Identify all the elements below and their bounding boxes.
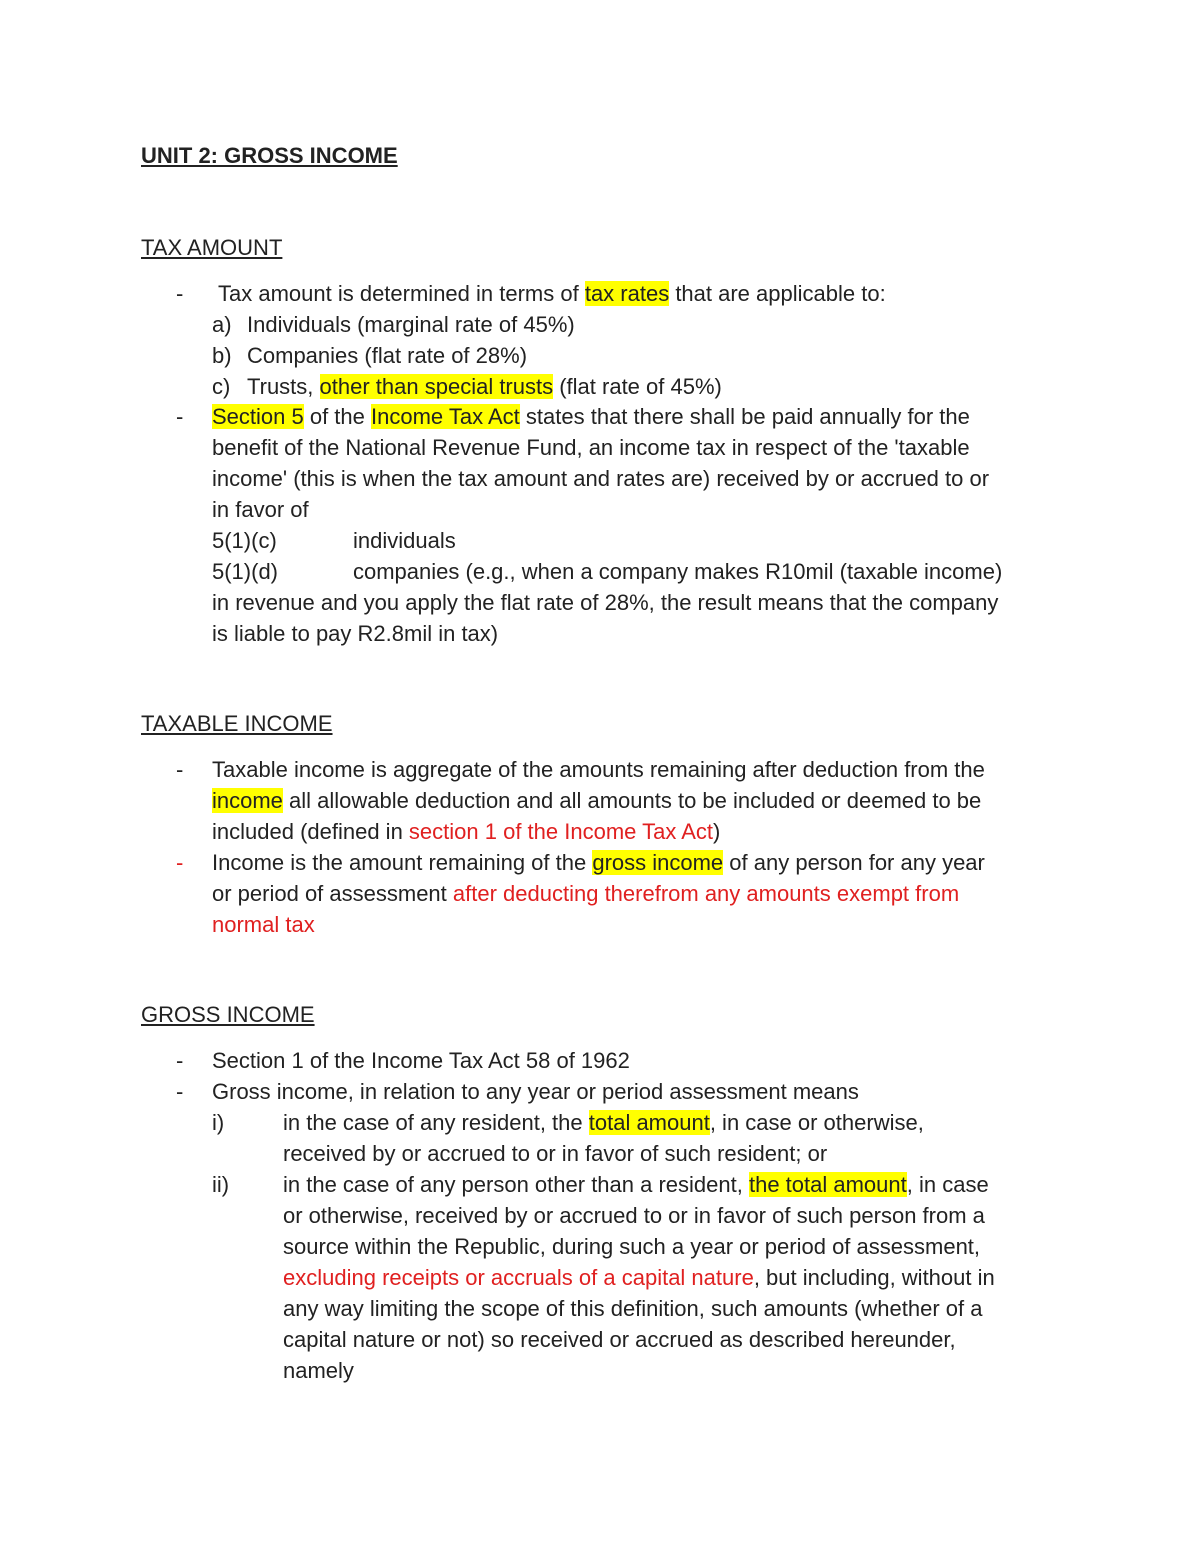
bullet-dash: -: [176, 1079, 184, 1104]
paragraph-line: included (defined in section 1 of the Income Tax Act): [212, 819, 721, 844]
list-label-c: c): [212, 374, 231, 399]
paragraph-line: in revenue and you apply the flat rate of 28%, the result means that the company: [212, 590, 999, 615]
paragraph-line: benefit of the National Revenue Fund, an income tax in respect of the 'taxable: [212, 435, 970, 460]
paragraph-line: is liable to pay R2.8mil in tax): [212, 621, 499, 646]
paragraph-line: in the case of any person other than a resident, the total amount, in case: [283, 1172, 989, 1197]
paragraph-line: or otherwise, received by or accrued to or in favor of such person from a: [283, 1203, 985, 1228]
paragraph-line: normal tax: [212, 912, 315, 937]
list-item-trusts: Trusts, other than special trusts (flat rate of 45%): [247, 374, 722, 399]
paragraph-line: or period of assessment after deducting therefrom any amounts exempt from: [212, 881, 960, 906]
paragraph-line: any way limiting the scope of this definition, such amounts (whether of a: [283, 1296, 983, 1321]
section-code-description: companies (e.g., when a company makes R10mil (taxable income): [353, 559, 1003, 584]
section-code: 5(1)(c): [212, 528, 277, 553]
bullet-dash: -: [176, 757, 184, 782]
paragraph-line: excluding receipts or accruals of a capital nature, but including, without in: [283, 1265, 995, 1290]
bullet-tax-amount-text: Tax amount is determined in terms of tax rates that are applicable to:: [218, 281, 886, 306]
page-title: UNIT 2: GROSS INCOME: [141, 143, 398, 168]
highlight-section-5: Section 5: [212, 404, 304, 429]
highlight-total-amount: total amount: [588, 1110, 710, 1135]
paragraph-line: income all allowable deduction and all amounts to be included or deemed to be: [212, 788, 982, 813]
paragraph-line: namely: [283, 1358, 354, 1383]
paragraph-line: in the case of any resident, the total amount, in case or otherwise,: [283, 1110, 924, 1135]
highlight-gross-income: gross income: [592, 850, 724, 875]
paragraph-line: in favor of: [212, 497, 309, 522]
red-text-exempt: after deducting therefrom any amounts exempt from: [452, 881, 960, 906]
paragraph-line: source within the Republic, during such a year or period of assessment,: [283, 1234, 981, 1259]
list-item-companies: Companies (flat rate of 28%): [247, 343, 528, 368]
bullet-dash: -: [176, 281, 184, 306]
list-label-a: a): [212, 312, 232, 337]
paragraph-line: Gross income, in relation to any year or period assessment means: [212, 1079, 859, 1104]
paragraph-line: capital nature or not) so received or accrued as described hereunder,: [283, 1327, 956, 1352]
paragraph-line: Section 5 of the Income Tax Act states that there shall be paid annually for the: [212, 404, 970, 429]
list-item-individuals: Individuals (marginal rate of 45%): [247, 312, 575, 337]
highlight-special-trusts: other than special trusts: [319, 374, 554, 399]
bullet-dash: -: [176, 404, 184, 429]
bullet-dash: -: [176, 1048, 184, 1073]
paragraph-line: Section 1 of the Income Tax Act 58 of 1962: [212, 1048, 630, 1073]
paragraph-line: received by or accrued to or in favor of such resident; or: [283, 1141, 828, 1166]
paragraph-line: Income is the amount remaining of the gross income of any person for any year: [212, 850, 985, 875]
list-label-ii: ii): [212, 1172, 230, 1197]
list-label-i: i): [212, 1110, 225, 1135]
highlight-the-total-amount: the total amount: [748, 1172, 907, 1197]
section-heading-taxable-income: TAXABLE INCOME: [141, 711, 333, 736]
highlight-income: income: [212, 788, 283, 813]
highlight-tax-rates: tax rates: [584, 281, 670, 306]
section-heading-gross-income: GROSS INCOME: [141, 1002, 315, 1027]
section-code-description: individuals: [353, 528, 456, 553]
highlight-income-tax-act: Income Tax Act: [371, 404, 520, 429]
red-text-section-1: section 1 of the Income Tax Act: [408, 819, 714, 844]
section-heading-tax-amount: TAX AMOUNT: [141, 235, 283, 260]
list-label-b: b): [212, 343, 232, 368]
section-code: 5(1)(d): [212, 559, 279, 584]
red-text-capital-nature: excluding receipts or accruals of a capital nature: [283, 1265, 754, 1290]
bullet-dash: -: [176, 850, 184, 875]
paragraph-line: Taxable income is aggregate of the amounts remaining after deduction from the: [212, 757, 985, 782]
paragraph-line: income' (this is when the tax amount and rates are) received by or accrued to or: [212, 466, 990, 491]
